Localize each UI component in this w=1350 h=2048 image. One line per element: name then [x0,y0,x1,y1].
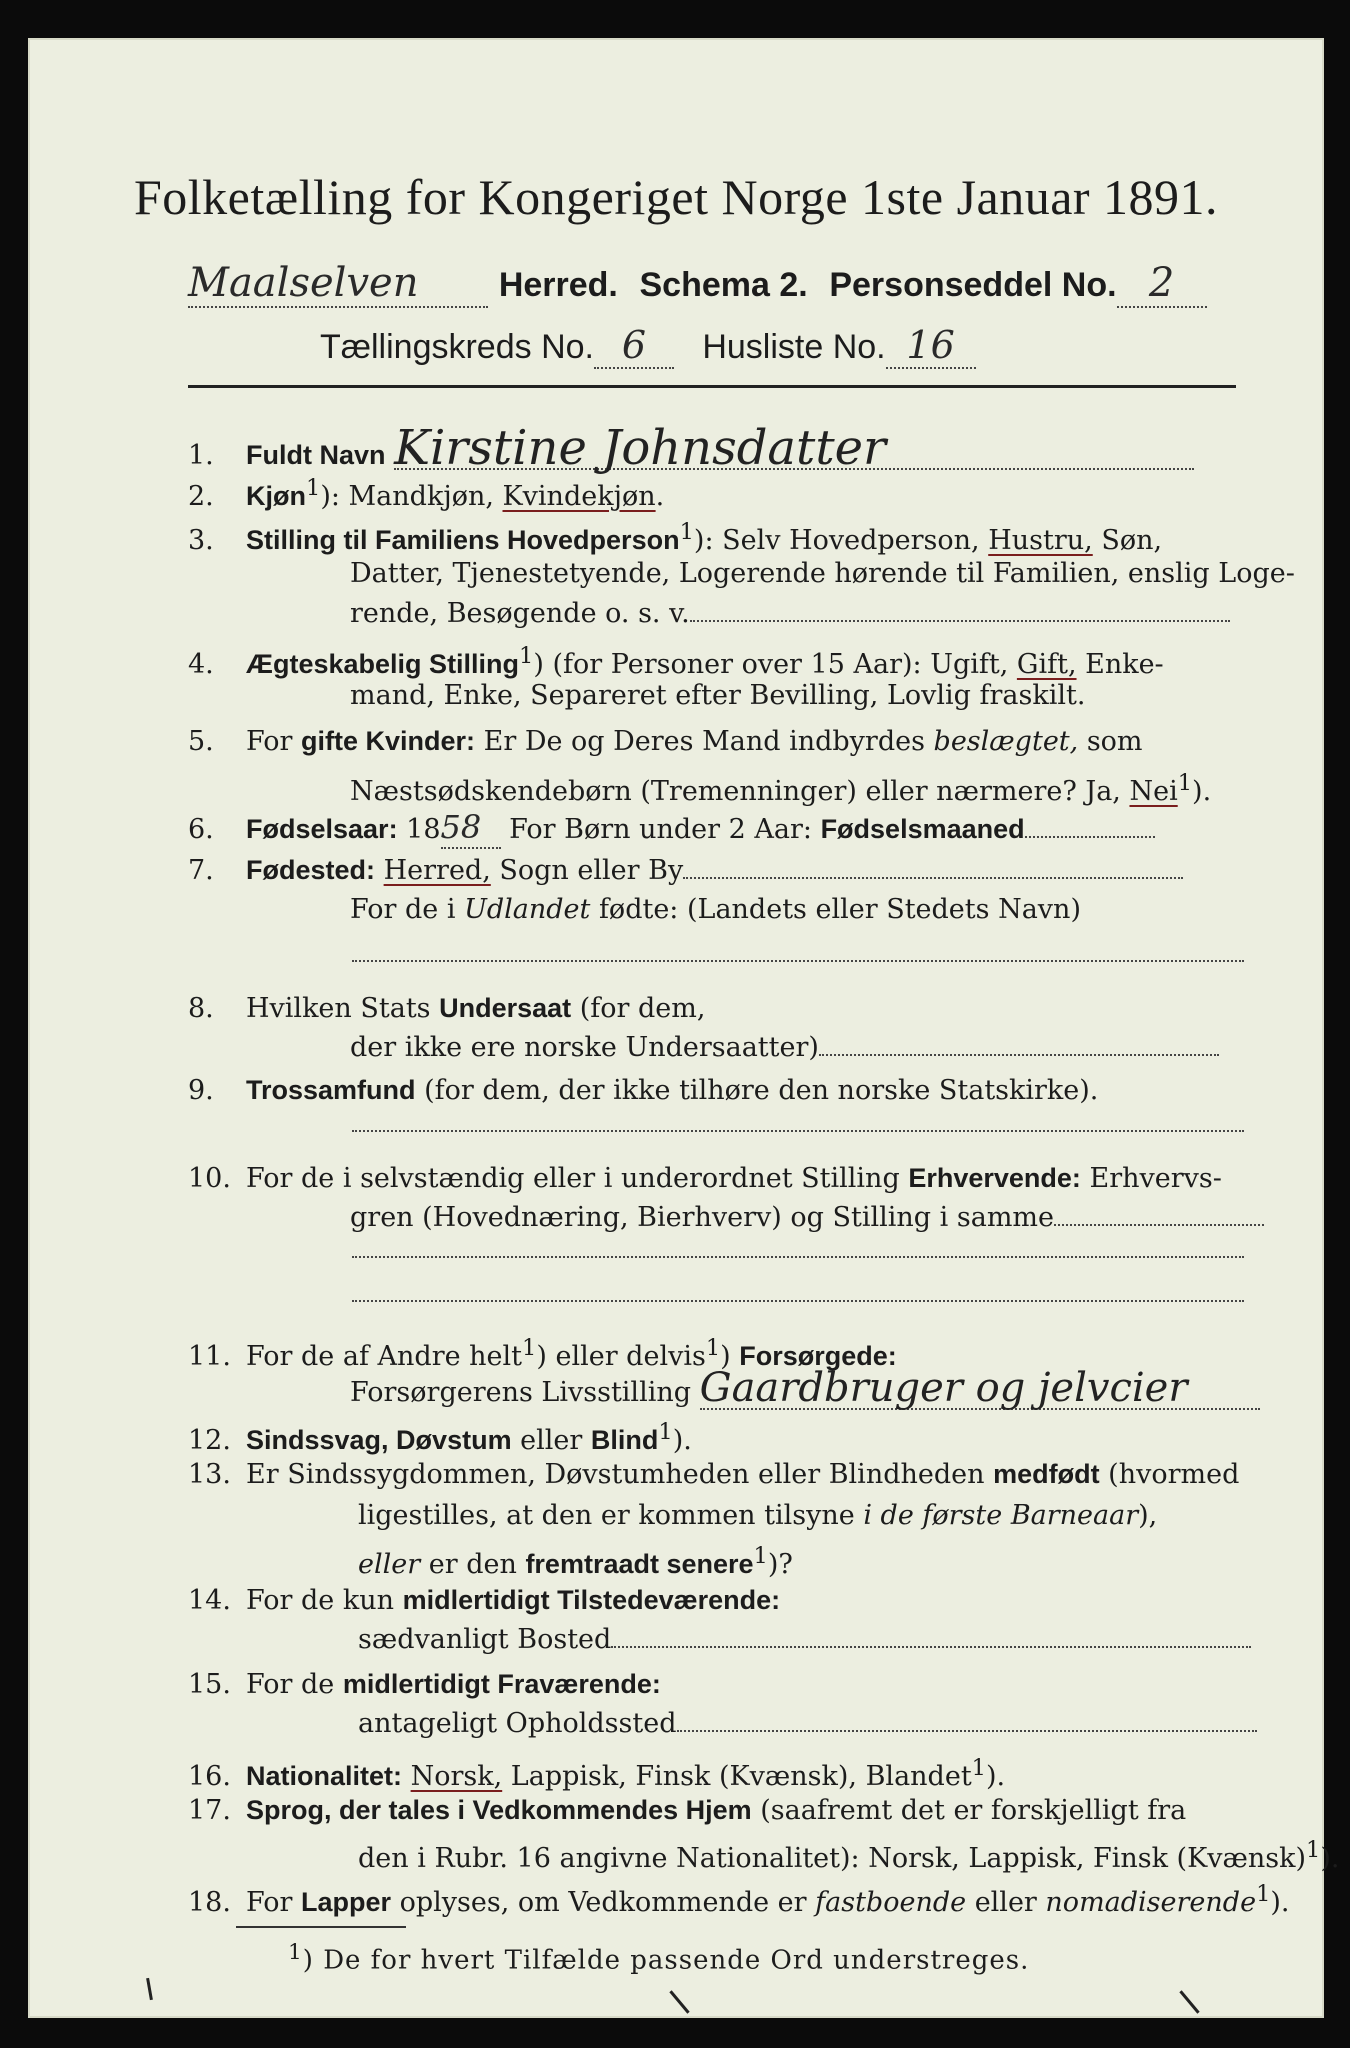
item-number: 8. [188,993,214,1024]
item-text: ligestilles, at den er kommen tilsyne [358,1500,864,1531]
item-text: (for dem, [571,993,706,1024]
item-text: Enke- [1076,649,1164,680]
husliste-label: Husliste No. [702,328,886,366]
provider-occupation-value: Gaardbruger og jelvcier [700,1368,1260,1410]
item-13-line2 [358,1496,1157,1536]
item-text: eller [966,1887,1046,1918]
footnote [288,1940,1029,1976]
item-text: For [246,1887,302,1918]
item-number: 16. [188,1761,231,1792]
item-label: Lapper [301,1887,392,1917]
header-divider [188,385,1236,388]
personseddel-no: 2 [1117,260,1207,308]
birth-year-value: 58 [441,807,501,849]
ink-mark [1179,1990,1199,2013]
husliste-no: 16 [886,323,976,369]
item-text: For de i [350,894,465,925]
item-text: (saafremt det er forskjelligt fra [751,1795,1187,1826]
item-label: gifte Kvinder: [301,726,476,756]
item-13 [188,1454,1239,1495]
item-label: Forsørgede: [739,1341,897,1371]
item-text: ). [1270,1887,1290,1918]
footnote-ref: 1 [705,1335,721,1361]
item-label: Fødselsaar: [246,814,398,844]
item-label: Ægteskabelig Stilling [246,649,520,679]
item-text: fødte: (Landets eller Stedets Navn) [590,894,1081,925]
item-text: eller [511,1425,591,1456]
ink-mark [669,1990,689,2013]
footnote-ref: 1 [1177,770,1193,796]
item-text: ). [1192,776,1212,807]
kreds-label: Tællingskreds No. [320,328,594,366]
item-number: 14. [188,1585,231,1616]
item-5-line2 [350,763,1211,812]
item-text: fastboende [815,1887,967,1918]
item-text: ) (for Personer over 15 Aar): Ugift, [533,649,1017,680]
item-label: Erhvervende: [908,1163,1081,1193]
blank-line [683,877,1183,879]
footnote-ref: 1 [522,1335,537,1361]
item-text: ) eller delvis [536,1341,706,1372]
item-number: 7. [188,855,214,886]
blank-line [352,1130,1244,1132]
footnote-ref: 1 [1256,1881,1271,1907]
item-text: antageligt Opholdssted [358,1708,677,1739]
item-number: 1. [188,440,214,471]
item-label: Sindssvag, Døvstum [246,1425,512,1455]
form-title: Folketælling for Kongeriget Norge 1ste Januar 1891. [133,169,1219,225]
item-text: For de i selvstændig eller i underordnet Stilling [246,1163,909,1194]
item-13-line3 [358,1536,793,1585]
item-15-line2 [358,1704,1257,1744]
herred-label: Herred. [498,266,618,304]
blank-line [611,1646,1251,1648]
item-text: ): Mandkjøn, [320,481,503,512]
kreds-no: 6 [594,323,674,369]
item-number: 15. [188,1669,231,1700]
item-11-line2 [350,1365,1260,1413]
item-label: Undersaat [439,993,572,1023]
item-text: som [1078,726,1143,757]
item-18 [188,1874,1290,1923]
item-label: midlertidigt Fraværende: [342,1669,661,1699]
herred-name: Maalselven [188,260,488,308]
year-prefix: 18 [397,814,441,845]
item-3-line3 [350,594,1230,634]
footnote-ref: 1 [306,475,321,501]
item-text: Hvilken Stats [246,993,440,1024]
item-label: Sprog, der tales i Vedkommendes Hjem [246,1795,752,1825]
item-text: Forsørgerens Livsstilling [350,1377,692,1408]
footnote-ref: 1 [658,1419,673,1445]
item-text: oplyses, om Vedkommende er [391,1887,816,1918]
item-label: Trossamfund [246,1075,416,1105]
item-label: midlertidigt Tilstedeværende: [402,1585,781,1615]
item-text: beslægtet, [933,726,1079,757]
item-text: Er Sindssygdommen, Døvstumheden eller Blindheden [246,1459,994,1490]
item-text: ) [720,1341,740,1372]
item-6 [188,807,1155,850]
item-text: rende, Besøgende o. s. v. [350,598,690,629]
item-text: Søn, [1092,525,1163,556]
item-text: For de af Andre helt [246,1341,523,1372]
item-text: For de [246,1669,343,1700]
item-number: 4. [188,649,214,680]
item-text: gren (Hovednæring, Bierhverv) og Stilling i samme [350,1202,1055,1233]
footnote-ref: 1 [753,1543,768,1569]
item-10-line2 [350,1198,1264,1238]
item-label: Kjøn [246,481,306,511]
personseddel-label: Personseddel No. [829,266,1117,304]
item-17-line2 [358,1830,1340,1879]
item-label: Stilling til Familiens Hovedperson [246,525,680,555]
item-2 [188,468,664,517]
item-9 [188,1070,1098,1111]
item-label: Fødselsmaaned [820,814,1025,844]
footnote-divider [236,1926,406,1928]
item-text: Næstsødskendebørn (Tremenninger) eller nærmere? Ja, [350,776,1130,807]
item-text: For Børn under 2 Aar: [500,814,821,845]
item-text: er den [420,1549,526,1580]
underlined-choice: Kvindekjøn [502,481,656,512]
footnote-ref: 1 [1306,1837,1321,1863]
footnote-ref: 1 [679,519,694,545]
item-label: medfødt [993,1459,1100,1489]
blank-line [352,1256,1244,1258]
item-7 [188,850,1183,891]
item-text: ), [1138,1500,1158,1531]
item-text: der ikke ere norske Undersaatter) [350,1032,819,1063]
item-text: Udlandet [464,894,591,925]
item-number: 17. [188,1795,231,1826]
item-3-line2: Datter, Tjenestetyende, Logerende hørende til Familien, enslig Loge- [350,558,1295,589]
item-15 [188,1664,661,1705]
blank-line [690,620,1230,622]
item-label: Fødested: [246,855,376,885]
item-5 [188,721,1143,762]
item-text: Erhvervs- [1080,1163,1222,1194]
item-text: Lappisk, Finsk (Kvænsk), Blandet [502,1761,972,1792]
item-text: nomadiserende [1045,1887,1257,1918]
item-number: 5. [188,726,214,757]
item-label: Nationalitet: [246,1761,403,1791]
blank-line [819,1054,1219,1056]
footnote-ref: 1 [971,1755,986,1781]
item-number: 11. [188,1341,231,1372]
kreds-row [320,323,976,369]
item-text: den i Rubr. 16 angivne Nationalitet): Norsk, Lappisk, Finsk (Kvænsk) [358,1843,1307,1874]
item-number: 2. [188,481,214,512]
blank-line [352,1300,1244,1302]
item-text: (for dem, der ikke tilhøre den norske Statskirke). [415,1075,1099,1106]
blank-line [352,960,1244,962]
item-text: ). [672,1425,692,1456]
item-14 [188,1580,780,1621]
item-text: sædvanligt Bosted [358,1624,612,1655]
ink-mark [146,1978,153,2000]
blank-line [1025,836,1155,838]
item-number: 3. [188,525,214,556]
item-text: (hvormed [1099,1459,1240,1490]
item-text: Er De og Deres Mand indbyrdes [475,726,934,757]
item-label: fremtraadt senere [525,1549,754,1579]
footnote-ref: 1 [519,643,534,669]
underlined-choice: Hustru, [988,525,1093,556]
item-number: 13. [188,1459,231,1490]
item-number: 18. [188,1887,231,1918]
schema-label: Schema 2. [639,266,808,304]
underlined-choice: Gift, [1016,649,1077,680]
item-text: )? [767,1549,793,1580]
item-text: ). [986,1761,1006,1792]
item-text: For [246,726,302,757]
item-7-line2 [350,890,1081,930]
item-text: For de kun [246,1585,403,1616]
underlined-choice: Nei [1129,776,1178,807]
item-text: Sogn eller By [490,855,684,886]
item-text: i de første Barneaar [863,1500,1139,1531]
underlined-choice: Norsk, [410,1761,503,1792]
item-14-line2 [358,1620,1251,1660]
item-number: 12. [188,1425,231,1456]
item-17 [188,1790,1186,1831]
underlined-choice: Herred, [383,855,491,886]
item-number: 10. [188,1163,231,1194]
full-name-value: Kirstine Johnsdatter [394,428,1194,470]
blank-line [1054,1224,1264,1226]
item-8-line2 [350,1028,1219,1068]
footnote-ref: 1 [288,1940,303,1965]
blank-line [677,1730,1257,1732]
item-4-line2: mand, Enke, Separeret efter Bevilling, Lovlig fraskilt. [350,680,1086,711]
item-text: ). [1320,1843,1340,1874]
item-label: Blind [590,1425,659,1455]
item-text: eller [358,1549,421,1580]
item-8 [188,988,705,1029]
item-10 [188,1158,1222,1199]
herred-row [188,260,1207,308]
item-label: Fuldt Navn [246,440,386,470]
item-number: 9. [188,1075,214,1106]
item-text: . [655,481,665,512]
census-form-page [28,38,1340,2018]
item-text: ): Selv Hovedperson, [693,525,989,556]
footnote-text: ) De for hvert Tilfælde passende Ord understreges. [302,1945,1030,1976]
item-number: 6. [188,814,214,845]
